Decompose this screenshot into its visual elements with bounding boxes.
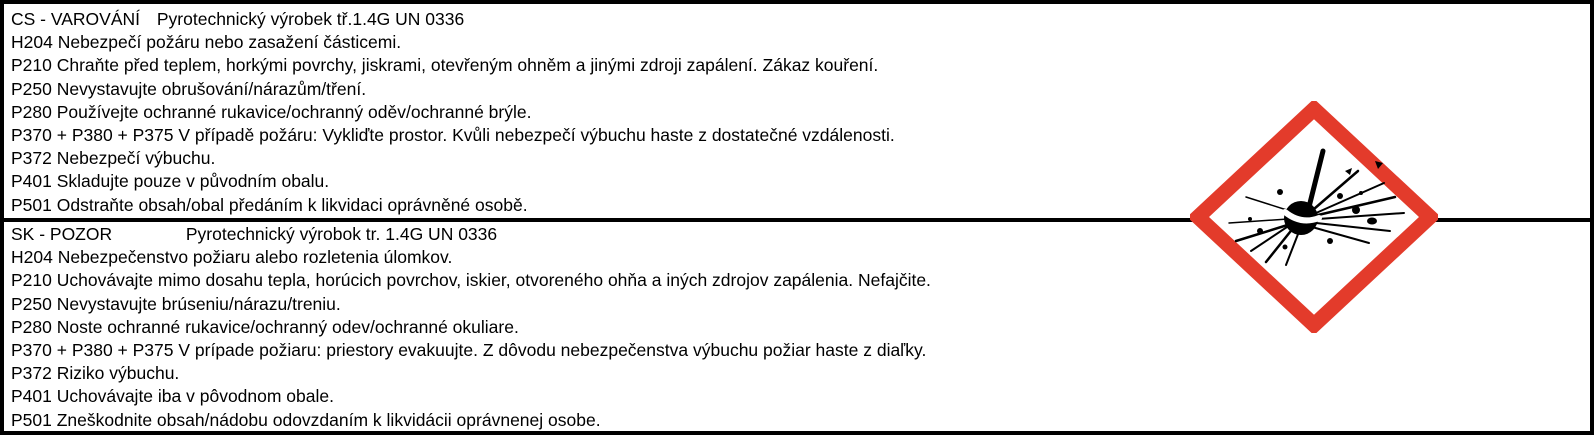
precaution-line: P250 Nevystavujte obrušování/nárazům/tření. [11, 78, 367, 99]
product-name-sk: Pyrotechnický výrobok tr. 1.4G UN 0336 [185, 224, 498, 244]
precaution-line: P372 Nebezpečí výbuchu. [11, 148, 216, 169]
precaution-line: P401 Uchovávajte iba v pôvodnom obale. [11, 386, 334, 407]
signal-word-cs: CS - VAROVÁNÍ [11, 9, 141, 29]
precaution-line: P501 Zneškodnite obsah/nádobu odovzdaním k likvidácii oprávnenej osobe. [11, 409, 601, 430]
precaution-line: P280 Používejte ochranné rukavice/ochranný oděv/ochranné brýle. [11, 101, 532, 122]
precaution-line: P370 + P380 + P375 V prípade požiaru: priestory evakuujte. Z dôvodu nebezpečenstva výbuchu požiar haste z diaľky. [11, 339, 927, 360]
precaution-line: P210 Chraňte před teplem, horkými povrchy, jiskrami, otevřeným ohněm a jinými zdroji zapálení. Zákaz kouření. [11, 55, 879, 76]
product-name-cs: Pyrotechnický výrobek tř.1.4G UN 0336 [156, 9, 465, 29]
hazard-statement-line: H204 Nebezpečí požáru nebo zasažení částicemi. [11, 32, 402, 53]
ghs01-exploding-bomb-icon [1190, 101, 1438, 333]
precaution-line: P401 Skladujte pouze v původním obalu. [11, 171, 330, 192]
precaution-line: P210 Uchovávajte mimo dosahu tepla, horúcich povrchov, iskier, otvoreného ohňa a iných zdrojov zapálenia. Nefajčite. [11, 270, 931, 291]
precaution-line: P250 Nevystavujte brúseniu/nárazu/treniu. [11, 293, 341, 314]
hazard-statement-line: H204 Nebezpečenstvo požiaru alebo rozletenia úlomkov. [11, 247, 453, 268]
precaution-line: P372 Riziko výbuchu. [11, 363, 180, 384]
precaution-line: P370 + P380 + P375 V případě požáru: Vykliďte prostor. Kvůli nebezpečí výbuchu haste z dostatečné vzdálenosti. [11, 124, 895, 145]
precaution-line: P501 Odstraňte obsah/obal předáním k likvidaci oprávněné osobě. [11, 194, 528, 215]
precaution-line: P280 Noste ochranné rukavice/ochranný odev/ochranné okuliare. [11, 316, 519, 337]
signal-word-sk: SK - POZOR [11, 224, 113, 244]
section-header-cs [11, 8, 1586, 31]
